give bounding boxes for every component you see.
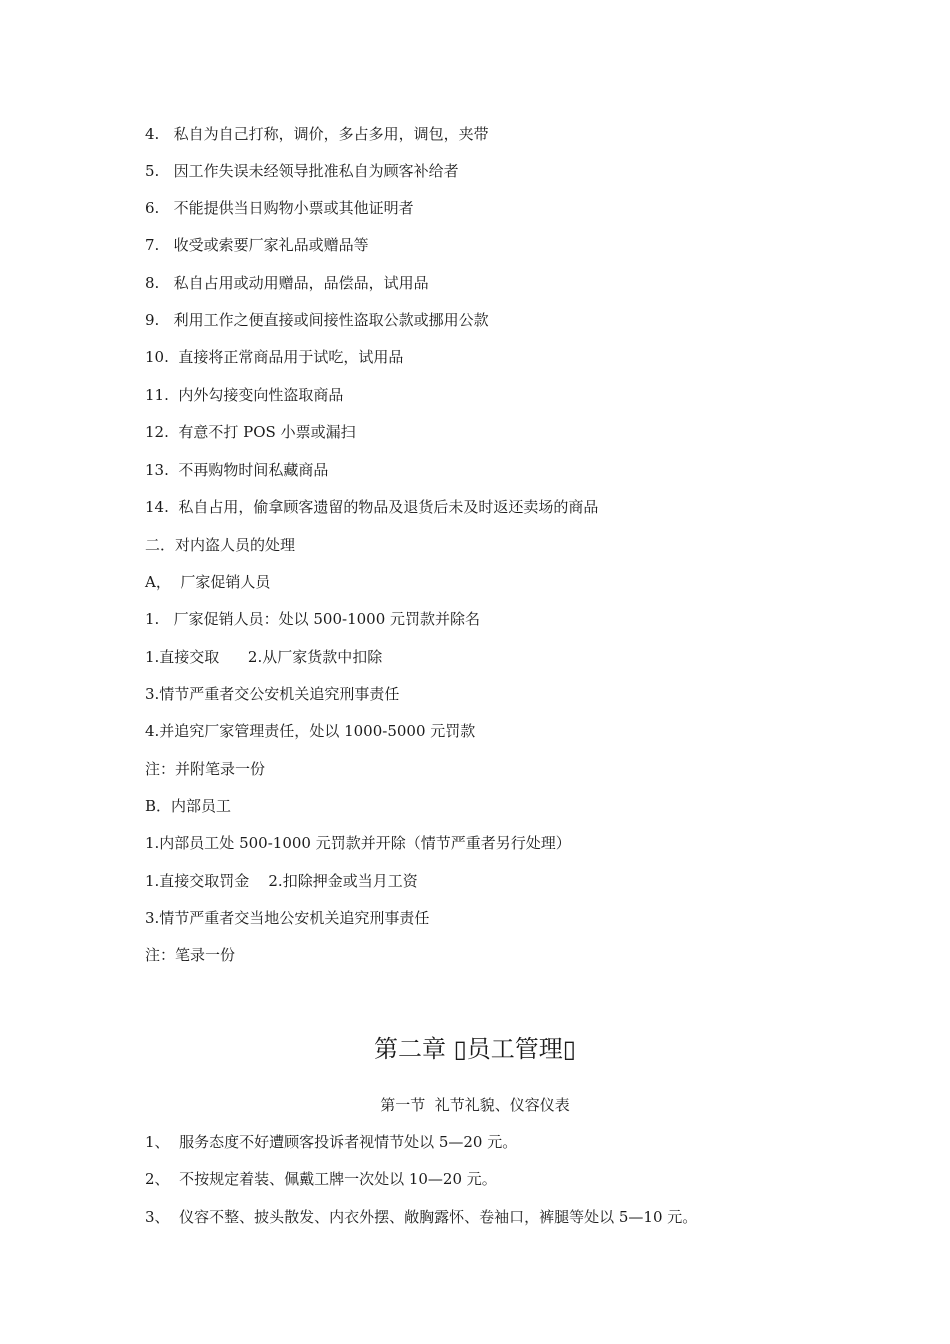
list-item: 11. 内外勾接变向性盗取商品 bbox=[145, 386, 344, 404]
note: 注：并附笔录一份 bbox=[145, 760, 266, 778]
list-item: 1.直接交取罚金 2.扣除押金或当月工资 bbox=[145, 872, 418, 890]
list-item: 7. 收受或索要厂家礼品或赠品等 bbox=[145, 236, 369, 254]
list-item: 12. 有意不打 POS 小票或漏扫 bbox=[145, 423, 356, 441]
list-item: 4.并追究厂家管理责任，处以 1000-5000 元罚款 bbox=[145, 722, 476, 740]
section-heading: 二．对内盗人员的处理 bbox=[145, 536, 296, 554]
list-item: 14. 私自占用，偷拿顾客遗留的物品及退货后未及时返还卖场的商品 bbox=[145, 498, 599, 516]
list-item: 3、 仪容不整、披头散发、内衣外摆、敞胸露怀、卷袖口，裤腿等处以 5—10 元。 bbox=[145, 1208, 698, 1226]
list-item: 5. 因工作失误未经领导批准私自为顾客补给者 bbox=[145, 162, 459, 180]
list-item: 1. 厂家促销人员：处以 500-1000 元罚款并除名 bbox=[145, 610, 481, 628]
chapter-title: 第二章 ▯员工管理▯ bbox=[373, 1035, 577, 1063]
section-title: 第一节 礼节礼貌、仪容仪表 bbox=[380, 1096, 570, 1114]
list-item: 8. 私自占用或动用赠品，品偿品，试用品 bbox=[145, 274, 429, 292]
subsection-heading: A， 厂家促销人员 bbox=[145, 573, 271, 591]
list-item: 6. 不能提供当日购物小票或其他证明者 bbox=[145, 199, 414, 217]
list-item: 3.情节严重者交当地公安机关追究刑事责任 bbox=[145, 909, 430, 927]
list-item: 3.情节严重者交公安机关追究刑事责任 bbox=[145, 685, 400, 703]
subsection-heading: B．内部员工 bbox=[145, 797, 232, 815]
list-item: 4. 私自为自己打称，调价，多占多用，调包，夹带 bbox=[145, 125, 489, 143]
list-item: 1.内部员工处 500-1000 元罚款并开除（情节严重者另行处理） bbox=[145, 834, 571, 852]
list-item: 9. 利用工作之便直接或间接性盗取公款或挪用公款 bbox=[145, 311, 489, 329]
list-item: 2、 不按规定着装、佩戴工牌一次处以 10—20 元。 bbox=[145, 1170, 497, 1188]
list-item: 13. 不再购物时间私藏商品 bbox=[145, 461, 329, 479]
list-item: 1、 服务态度不好遭顾客投诉者视情节处以 5—20 元。 bbox=[145, 1133, 518, 1151]
note: 注：笔录一份 bbox=[145, 946, 236, 964]
list-item: 10. 直接将正常商品用于试吃，试用品 bbox=[145, 348, 404, 366]
list-item: 1.直接交取 2.从厂家货款中扣除 bbox=[145, 648, 383, 666]
